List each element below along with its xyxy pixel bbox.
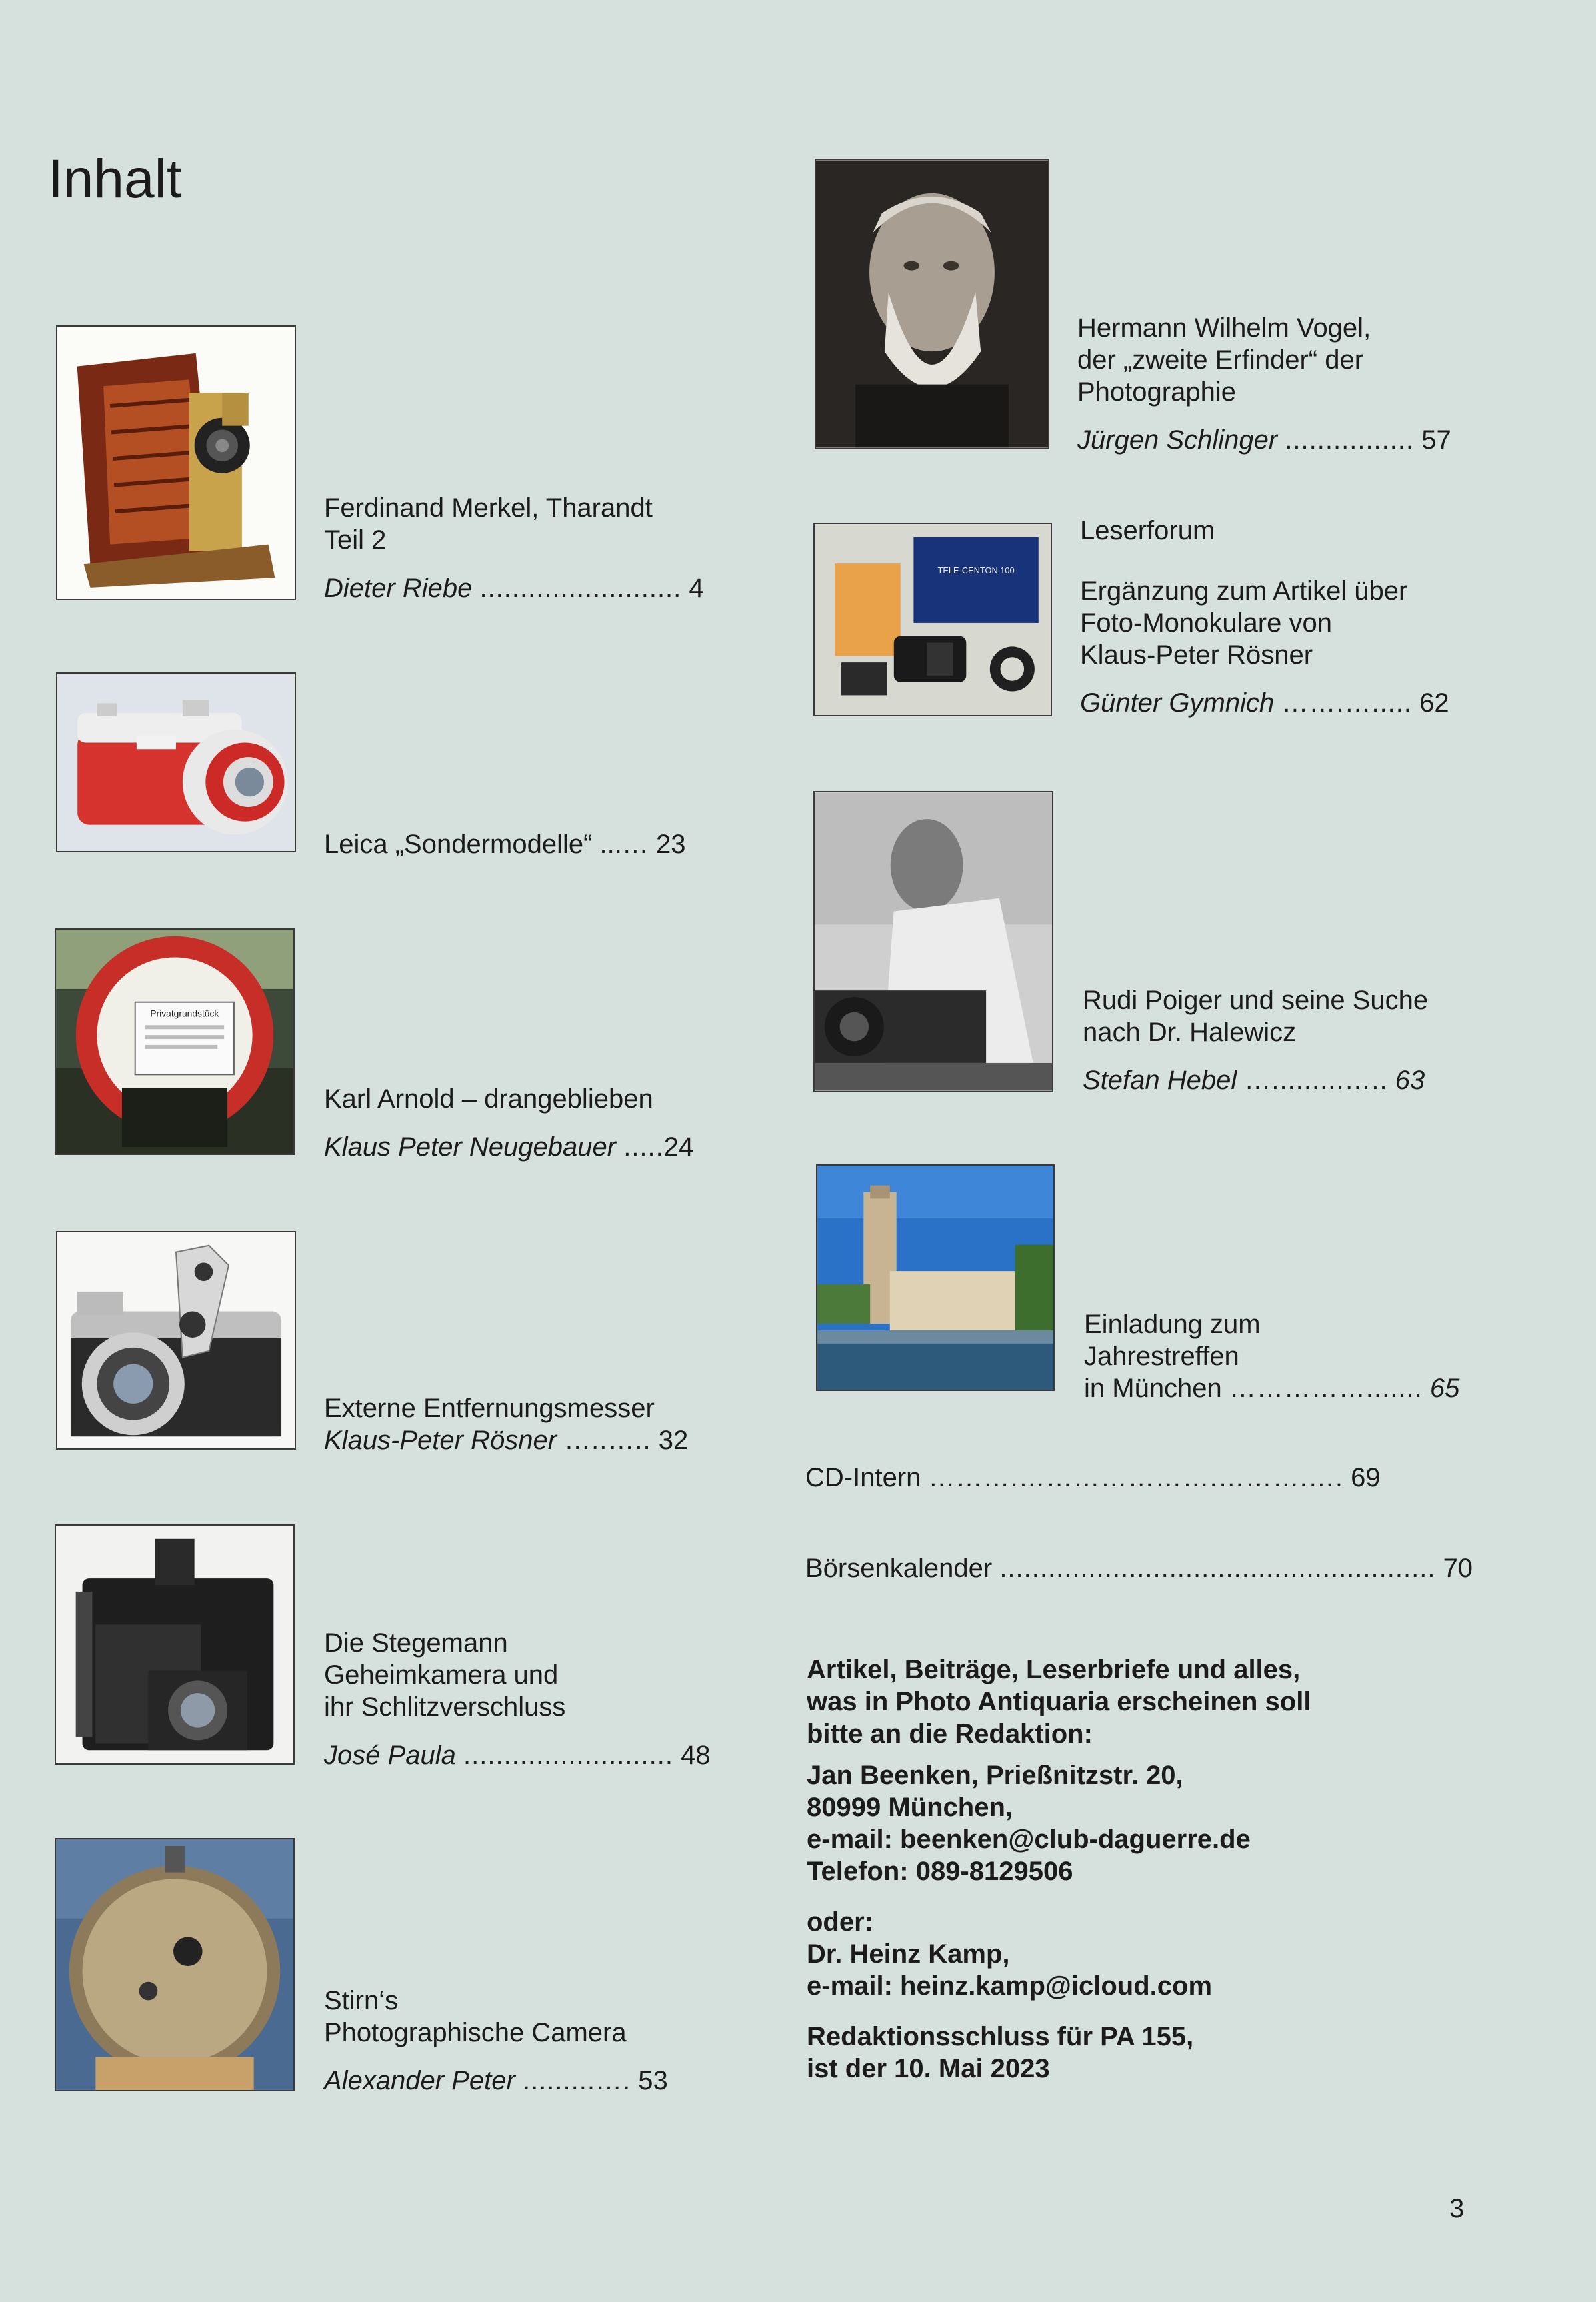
toc-title-line: Einladung zum (1084, 1310, 1261, 1339)
toc-title-line: Leica „Sondermodelle“ ...… 23 (324, 830, 686, 859)
toc-author: Stefan Hebel (1083, 1066, 1237, 1095)
notice-line: Dr. Heinz Kamp, (807, 1939, 1010, 1969)
toc-author: Dieter Riebe (324, 573, 473, 603)
editorial-notice (807, 1654, 1311, 2085)
toc-title-line: Die Stegemann (324, 1628, 508, 1658)
toc-page: 32 (658, 1426, 689, 1455)
toc-dots: ...................................................... (999, 1554, 1436, 1583)
toc-page: 57 (1421, 425, 1451, 455)
toc-title-line: nach Dr. Halewicz (1083, 1018, 1297, 1047)
notice-line: Telefon: 089-8129506 (807, 1857, 1073, 1886)
toc-entry-leserforum[interactable] (1080, 515, 1449, 719)
toc-entry-stirn[interactable] (324, 1985, 668, 2097)
toc-entry-arnold[interactable] (324, 1083, 693, 1163)
toc-title-line: CD-Intern (805, 1463, 921, 1492)
toc-title-line: Karl Arnold – drangeblieben (324, 1084, 653, 1114)
notice-line: Artikel, Beiträge, Leserbriefe und alles, (807, 1655, 1301, 1684)
toc-entry-entfernungsmesser[interactable] (324, 1392, 688, 1456)
toc-author: Jürgen Schlinger (1077, 425, 1278, 455)
notice-line: Redaktionsschluss für PA 155, (807, 2022, 1194, 2051)
toc-entry-stegemann[interactable] (324, 1627, 711, 1771)
box-text: TELE-CENTON 100 (937, 565, 1015, 576)
toc-page: 65 (1429, 1374, 1460, 1403)
toc-title-line: Foto-Monokulare von (1080, 608, 1332, 638)
notice-line: Jan Beenken, Prießnitzstr. 20, (807, 1761, 1183, 1790)
toc-title-line: Teil 2 (324, 525, 387, 555)
toc-dots: .......................... (463, 1741, 673, 1770)
toc-page: 69 (1351, 1463, 1381, 1492)
toc-title-line: ihr Schlitzverschluss (324, 1692, 566, 1722)
notice-line: ist der 10. Mai 2023 (807, 2054, 1050, 2083)
toc-title-line: Externe Entfernungsmesser (324, 1394, 655, 1423)
toc-author: José Paula (324, 1741, 456, 1770)
toc-title-line: Hermann Wilhelm Vogel, (1077, 313, 1371, 343)
toc-title-line: Ergänzung zum Artikel über (1080, 576, 1408, 606)
toc-author: Alexander Peter (324, 2066, 515, 2095)
email-link[interactable]: e-mail: heinz.kamp@icloud.com (807, 1971, 1213, 2001)
red-rangefinder-camera-photo (56, 672, 296, 852)
toc-title-line: Photographie (1077, 377, 1236, 407)
toc-entry-poiger[interactable] (1083, 984, 1428, 1096)
email-link[interactable]: e-mail: beenken@club-daguerre.de (807, 1825, 1251, 1854)
toc-dots: ..... (623, 1132, 664, 1162)
toc-entry-vogel[interactable] (1077, 312, 1451, 456)
portrait-hermann-vogel-photo (815, 159, 1049, 449)
sign-text: Privatgrundstück (150, 1008, 219, 1019)
toc-dots: …….…..... (1281, 688, 1413, 718)
round-secret-camera-photo (55, 1838, 295, 2091)
toc-title-line: Börsenkalender (805, 1554, 993, 1583)
toc-author: Klaus Peter Neugebauer (324, 1132, 617, 1162)
toc-title-line: Jahrestreffen (1084, 1342, 1239, 1371)
toc-page: 63 (1395, 1066, 1425, 1095)
toc-title-line: Photographische Camera (324, 2018, 627, 2047)
notice-line: oder: (807, 1907, 873, 1937)
man-at-camera-photo (813, 791, 1053, 1092)
munich-tower-photo (816, 1164, 1055, 1391)
toc-page: 24 (663, 1132, 694, 1162)
toc-page: 62 (1419, 688, 1449, 718)
folding-plate-camera-photo (56, 325, 296, 600)
tele-lens-boxes-photo (813, 523, 1052, 716)
toc-title-line: Ferdinand Merkel, Tharandt (324, 493, 653, 523)
private-property-sign-photo (55, 928, 295, 1155)
toc-section-label: Leserforum (1080, 516, 1215, 545)
toc-title-line: in München (1084, 1374, 1222, 1403)
toc-dots: …..….. (564, 1426, 651, 1455)
toc-entry-leica[interactable] (324, 828, 686, 860)
toc-entry-jahrestreffen[interactable] (1084, 1308, 1459, 1404)
toc-title-line: Geheimkamera und (324, 1660, 559, 1690)
toc-title-line: Stirn‘s (324, 1986, 399, 2015)
toc-page: 70 (1443, 1554, 1473, 1583)
page-title: Inhalt (48, 149, 182, 209)
toc-dots: ….........….. (1244, 1066, 1388, 1095)
toc-dots: ……….………………….……….…. (928, 1463, 1343, 1492)
toc-entry-cd-intern[interactable] (805, 1462, 1381, 1494)
box-camera-photo (55, 1524, 295, 1765)
toc-dots: ......................... (479, 573, 682, 603)
toc-entry-boersenkalender[interactable] (805, 1552, 1473, 1584)
notice-line: bitte an die Redaktion: (807, 1719, 1093, 1749)
notice-line: 80999 München, (807, 1793, 1013, 1822)
toc-page: 53 (638, 2066, 668, 2095)
toc-author: Günter Gymnich (1080, 688, 1275, 718)
notice-line: was in Photo Antiquaria erscheinen soll (807, 1687, 1311, 1716)
toc-page: 4 (689, 573, 704, 603)
toc-title-line: der „zweite Erfinder“ der (1077, 345, 1364, 375)
toc-dots: .........…. (522, 2066, 631, 2095)
toc-entry-merkel[interactable] (324, 492, 704, 604)
toc-title-line: Klaus-Peter Rösner (1080, 640, 1313, 670)
toc-dots: ……………....... (1229, 1374, 1423, 1403)
toc-title-line: Rudi Poiger und seine Suche (1083, 986, 1429, 1015)
page-number: 3 (1449, 2194, 1465, 2223)
rangefinder-accessory-camera-photo (56, 1231, 296, 1450)
toc-page: 48 (681, 1741, 711, 1770)
toc-author: Klaus-Peter Rösner (324, 1426, 557, 1455)
toc-dots: ................ (1285, 425, 1415, 455)
